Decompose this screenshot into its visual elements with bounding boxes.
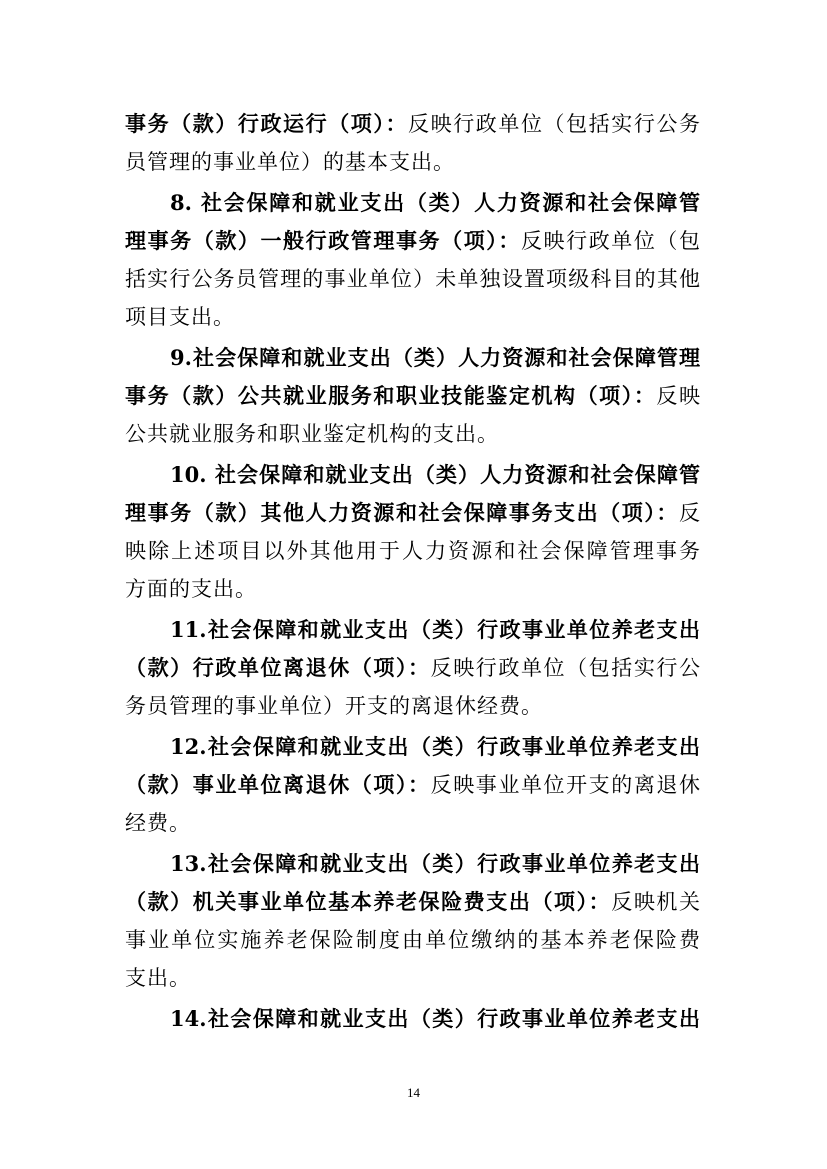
bold-heading-text: （款）机关事业单位基本养老保险费支出（项）： xyxy=(125,889,612,914)
bold-heading-text: （款）事业单位离退休（项）： xyxy=(125,772,431,797)
body-text: 反映行政单位（包括实行公 xyxy=(430,656,700,680)
text-line xyxy=(125,845,700,883)
text-line xyxy=(125,921,700,959)
bold-heading-text: （款）行政单位离退休（项）： xyxy=(125,655,431,680)
paragraph-7-continued xyxy=(125,105,700,181)
bold-heading-text: 理事务（款）其他人力资源和社会保障事务支出（项）： xyxy=(125,500,679,525)
page-number: 14 xyxy=(407,1085,420,1100)
bold-heading-text: 8. 社会保障和就业支出（类）人力资源和社会保障管 xyxy=(170,190,700,215)
body-text: 事业单位实施养老保险制度由单位缴纳的基本养老保险费 xyxy=(125,928,700,952)
text-line xyxy=(125,804,700,842)
body-text: 反映 xyxy=(656,384,700,408)
bold-heading-text: 事务（款）公共就业服务和职业技能鉴定机构（项）： xyxy=(125,383,657,408)
text-line xyxy=(125,184,700,222)
bold-heading-text: 13.社会保障和就业支出（类）行政事业单位养老支出 xyxy=(170,851,700,876)
bold-heading-text: 12.社会保障和就业支出（类）行政事业单位养老支出 xyxy=(170,734,700,759)
bold-heading-text: 事务（款）行政运行（项）： xyxy=(125,111,409,136)
text-line xyxy=(125,339,700,377)
text-line xyxy=(125,415,700,453)
body-text: 方面的支出。 xyxy=(125,577,257,601)
text-line xyxy=(125,883,700,921)
bold-heading-text: 理事务（款）一般行政管理事务（项）： xyxy=(125,228,521,253)
text-line xyxy=(125,298,700,336)
document-body xyxy=(125,105,700,1038)
text-line xyxy=(125,494,700,532)
paragraph-13 xyxy=(125,845,700,997)
body-text: 项目支出。 xyxy=(125,305,235,329)
paragraph-14 xyxy=(125,1000,700,1038)
body-text: 括实行公务员管理的事业单位）未单独设置项级科目的其他 xyxy=(125,267,700,291)
body-text: 反 xyxy=(679,501,700,525)
bold-heading-text: 14.社会保障和就业支出（类）行政事业单位养老支出 xyxy=(170,1006,700,1031)
text-line xyxy=(125,570,700,608)
bold-heading-text: 11.社会保障和就业支出（类）行政事业单位养老支出 xyxy=(170,617,700,642)
body-text: 员管理的事业单位）的基本支出。 xyxy=(125,150,455,174)
text-line xyxy=(125,377,700,415)
body-text: 反映机关 xyxy=(611,890,700,914)
body-text: 务员管理的事业单位）开支的离退休经费。 xyxy=(125,694,543,718)
body-text: 反映事业单位开支的离退休 xyxy=(430,773,700,797)
text-line xyxy=(125,222,700,260)
paragraph-11 xyxy=(125,611,700,725)
body-text: 反映行政单位（包 xyxy=(520,229,700,253)
bold-heading-text: 9.社会保障和就业支出（类）人力资源和社会保障管理 xyxy=(170,345,700,370)
text-line xyxy=(125,260,700,298)
text-line xyxy=(125,611,700,649)
body-text: 支出。 xyxy=(125,966,191,990)
body-text: 公共就业服务和职业鉴定机构的支出。 xyxy=(125,422,499,446)
body-text: 经费。 xyxy=(125,811,191,835)
text-line xyxy=(125,143,700,181)
paragraph-8 xyxy=(125,184,700,336)
paragraph-9 xyxy=(125,339,700,453)
body-text: 映除上述项目以外其他用于人力资源和社会保障管理事务 xyxy=(125,539,700,563)
paragraph-10 xyxy=(125,456,700,608)
text-line xyxy=(125,649,700,687)
body-text: 反映行政单位（包括实行公务 xyxy=(408,112,700,136)
text-line xyxy=(125,105,700,143)
text-line xyxy=(125,766,700,804)
text-line xyxy=(125,959,700,997)
text-line xyxy=(125,456,700,494)
text-line xyxy=(125,1000,700,1038)
text-line xyxy=(125,728,700,766)
text-line xyxy=(125,532,700,570)
bold-heading-text: 10. 社会保障和就业支出（类）人力资源和社会保障管 xyxy=(170,462,700,487)
text-line xyxy=(125,687,700,725)
paragraph-12 xyxy=(125,728,700,842)
